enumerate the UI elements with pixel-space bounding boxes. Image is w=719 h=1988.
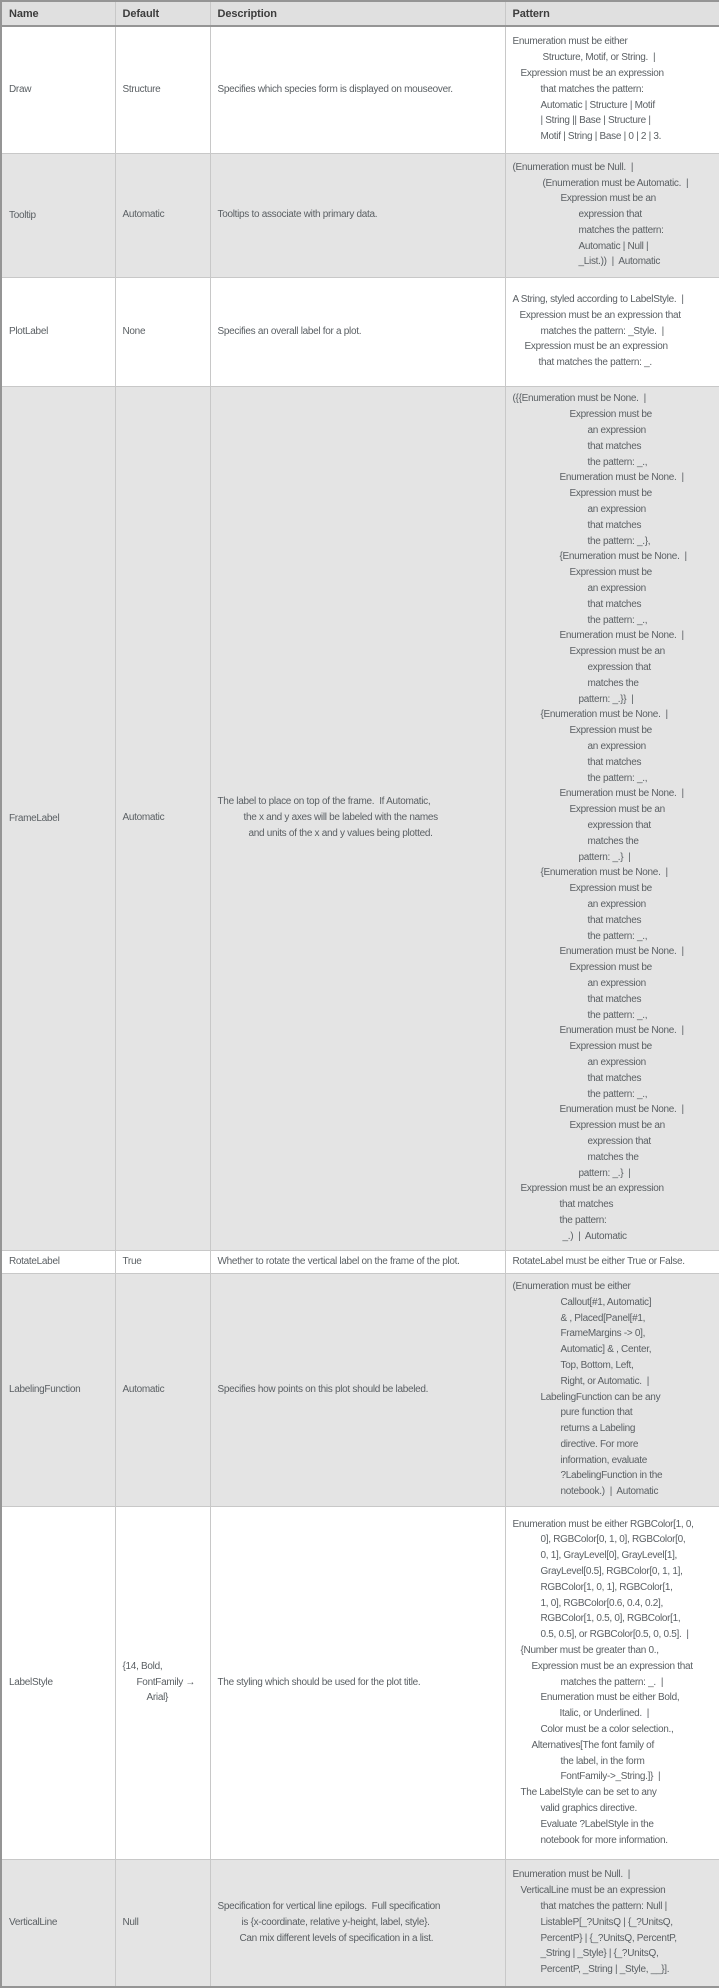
name-cell: FrameLabel [1,386,115,1250]
text-line: the pattern: _., [587,614,648,626]
text-line: The label to place on top of the frame. If Automatic, [217,796,431,808]
text-line: Null [122,1916,139,1928]
text-line: expression that [578,209,642,221]
text-line: the pattern: _., [587,930,648,942]
text-block [513,1279,713,1500]
text-line: the label, in the form [560,1755,645,1767]
text-block [218,1675,498,1691]
text-line: pattern: _.} | [578,1167,631,1179]
text-block [123,207,203,223]
text-line: {Number must be greater than 0., [520,1645,659,1656]
text-line: an expression [587,425,646,437]
text-line: FontFamily->_String.]} | [560,1771,661,1783]
text-line: that matches [559,1199,614,1211]
text-line: an expression [587,977,646,989]
pattern-cell [505,1506,719,1859]
text-line: an expression [587,504,646,516]
text-block [218,324,498,340]
description-cell [210,153,505,277]
text-block [218,1899,498,1946]
text-block [513,292,713,371]
text-line: returns a Labeling [560,1423,636,1435]
text-line: Enumeration must be None. | [559,788,684,800]
text-line: Expression must be [569,567,652,579]
text-line: Enumeration must be either [512,36,628,48]
text-line: notebook for more information. [540,1834,668,1846]
text-line: matches the [587,1151,639,1163]
text-line: Can mix different levels of specification in a list. [239,1932,434,1944]
name-cell: Draw [1,26,115,153]
text-line: ListableP[_?UnitsQ | {_?UnitsQ, [540,1916,673,1928]
text-line: expression that [587,820,651,831]
text-block [218,794,498,841]
text-line: that matches the pattern: Null | [540,1901,667,1913]
text-line: Automatic [122,1383,165,1395]
text-line: Whether to rotate the vertical label on the frame of the plot. [217,1255,460,1267]
text-line: FrameMargins -> 0], [560,1328,646,1340]
text-line: LabelingFunction can be any [540,1391,661,1403]
text-line: Expression must be an expression [524,341,668,353]
text-line: notebook.) | Automatic [560,1486,659,1498]
text-line: 1, 0], RGBColor[0.6, 0.4, 0.2], [540,1597,663,1609]
pattern-cell [505,26,719,153]
text-line: Tooltips to associate with primary data. [217,209,378,221]
text-line: that matches [587,993,642,1005]
text-line: Expression must be [569,409,652,421]
text-line: Callout[#1, Automatic] [560,1296,652,1308]
text-line: Specifies how points on this plot should be labeled. [217,1383,429,1395]
text-line: RGBColor[1, 0.5, 0], RGBColor[1, [540,1613,681,1625]
default-cell [115,1250,210,1273]
text-line: Expression must be an [569,646,665,658]
pattern-cell [505,1859,719,1987]
text-line: an expression [587,741,646,753]
text-line: Expression must be [569,883,652,895]
text-line: _.) | Automatic [562,1230,627,1242]
text-line: 0, 1], GrayLevel[0], GrayLevel[1], [540,1550,678,1562]
text-line: Structure [122,83,161,95]
text-line: matches the [587,835,639,847]
text-line: 0], RGBColor[0, 1, 0], RGBColor[0, [540,1534,686,1546]
name-cell: RotateLabel [1,1250,115,1273]
table-row [1,1250,719,1273]
text-line: Specifies which species form is displayed on mouseover. [217,83,453,95]
column-header-default: Default [115,1,210,26]
text-block [513,1867,713,1978]
text-line: The LabelStyle can be set to any [520,1787,657,1799]
text-line: ?LabelingFunction in the [560,1470,663,1482]
name-cell: VerticalLine [1,1859,115,1987]
text-line: ({{Enumeration must be None. | [512,393,646,405]
default-cell [115,26,210,153]
text-line: Automatic | Null | [578,240,649,252]
text-line: Expression must be [569,488,652,500]
name-cell: Tooltip [1,153,115,277]
pattern-cell [505,153,719,277]
pattern-cell [505,1250,719,1273]
text-line: that matches the pattern: [540,83,644,95]
text-line: (Enumeration must be Null. | [512,161,634,173]
text-line: that matches the pattern: _. [538,357,652,369]
text-line: GrayLevel[0.5], RGBColor[0, 1, 1], [540,1566,683,1578]
text-line: {Enumeration must be None. | [540,867,668,879]
pattern-cell [505,386,719,1250]
text-line: PercentP} | {_?UnitsQ, PercentP, [540,1932,677,1944]
text-line: the pattern: _., [587,772,648,784]
text-line: the pattern: _., [587,456,648,468]
text-line: PercentP, _String | _Style, __}]. [540,1964,670,1976]
text-line: Expression must be an expression [520,1183,664,1195]
column-header-description: Description [210,1,505,26]
text-line: the pattern: _., [587,1009,648,1021]
text-line: A String, styled according to LabelStyle. | [512,294,684,305]
text-line: Specifies an overall label for a plot. [217,325,362,337]
text-line: directive. For more [560,1438,639,1450]
text-line: valid graphics directive. [540,1802,637,1814]
text-line: Motif | String | Base | 0 | 2 | 3. [540,131,662,143]
text-line: None [122,325,146,337]
text-block [218,82,498,98]
text-line: matches the pattern: _. | [560,1676,664,1688]
text-block [513,34,713,145]
text-line: information, evaluate [560,1454,648,1466]
description-cell [210,26,505,153]
text-line: the pattern: [559,1214,607,1226]
text-line: expression that [587,1135,651,1147]
table-row [1,153,719,277]
text-block [218,207,498,223]
text-line: 0.5, 0.5], or RGBColor[0.5, 0, 0.5]. | [540,1629,689,1641]
name-cell: LabelStyle [1,1506,115,1859]
text-line: the x and y axes will be labeled with the names [243,812,438,824]
text-line: FontFamily → [136,1676,196,1688]
text-line: Automatic [122,209,165,221]
text-line: {14, Bold, [122,1660,163,1672]
text-line: the pattern: _.}, [587,535,651,547]
text-line: RGBColor[1, 0, 1], RGBColor[1, [540,1581,673,1593]
text-line: Enumeration must be None. | [559,1025,684,1037]
name-cell: PlotLabel [1,277,115,386]
text-line: matches the [587,677,639,689]
text-line: Expression must be an expression that [531,1660,693,1672]
default-cell [115,277,210,386]
text-line: Right, or Automatic. | [560,1375,650,1387]
text-line: Automatic] & , Center, [560,1344,652,1356]
text-line: The styling which should be used for the plot title. [217,1676,421,1688]
text-line: VerticalLine must be an expression [520,1885,666,1897]
text-block [123,1254,203,1270]
text-line: pattern: _.} | [578,851,631,863]
text-line: Enumeration must be None. | [559,630,684,642]
table-row [1,1859,719,1987]
description-cell [210,1273,505,1506]
text-block [513,1254,713,1270]
text-line: that matches [587,519,642,531]
text-line: Enumeration must be None. | [559,1104,684,1116]
text-block [218,1382,498,1398]
text-line: pure function that [560,1407,633,1419]
text-line: (Enumeration must be Automatic. | [542,177,689,189]
text-line: that matches [587,914,642,926]
text-line: an expression [587,583,646,595]
text-line: Expression must be an expression that [519,309,681,321]
default-cell [115,1273,210,1506]
text-line: Italic, or Underlined. | [559,1708,650,1720]
text-block [123,82,203,98]
text-line: {Enumeration must be None. | [540,709,668,721]
text-line: Alternatives[The font family of [531,1739,654,1751]
description-cell [210,1506,505,1859]
text-block [513,1517,713,1849]
text-line: Expression must be an [560,193,656,205]
text-line: Expression must be [569,962,652,974]
default-cell [115,1859,210,1987]
text-line: Arial} [146,1692,169,1704]
text-block [123,1382,203,1398]
text-line: pattern: _.}} | [578,693,634,705]
text-line: | String || Base | Structure | [540,115,651,127]
text-block [513,391,713,1244]
text-line: that matches [587,440,642,452]
text-block [123,1659,203,1706]
description-cell [210,386,505,1250]
text-line: {Enumeration must be None. | [559,551,687,563]
text-line: Expression must be an expression [520,68,664,80]
table-row [1,1273,719,1506]
text-line: Structure, Motif, or String. | [542,52,656,64]
text-line: Evaluate ?LabelStyle in the [540,1818,654,1830]
text-line: Top, Bottom, Left, [560,1359,634,1371]
text-line: Expression must be an [569,1120,665,1132]
default-cell [115,386,210,1250]
text-line: that matches [587,1072,642,1084]
text-line: Expression must be [569,725,652,737]
text-block [123,810,203,826]
text-line: _String | _Style} | {_?UnitsQ, [540,1948,659,1960]
text-line: Automatic | Structure | Motif [540,99,655,111]
text-line: Color must be a color selection., [540,1723,674,1735]
pattern-cell [505,1273,719,1506]
text-line: RotateLabel must be either True or False. [512,1255,685,1267]
table-row [1,26,719,153]
text-block [123,324,203,340]
text-line: an expression [587,898,646,910]
text-line: (Enumeration must be either [512,1280,631,1292]
table-row [1,386,719,1250]
column-header-pattern: Pattern [505,1,719,26]
name-cell: LabelingFunction [1,1273,115,1506]
text-line: is {x-coordinate, relative y-height, label, style}. [241,1916,430,1928]
text-line: an expression [587,1056,646,1068]
table-row [1,277,719,386]
text-line: Enumeration must be either RGBColor[1, 0, [512,1518,694,1530]
text-line: expression that [587,662,651,674]
description-cell [210,1859,505,1987]
text-line: Enumeration must be None. | [559,472,684,484]
text-line: the pattern: _., [587,1088,648,1100]
text-line: True [122,1255,142,1267]
column-header-name: Name [1,1,115,26]
text-line: matches the pattern: [578,224,664,236]
text-block [123,1915,203,1931]
header-row [1,1,719,26]
default-cell [115,153,210,277]
text-line: that matches [587,598,642,610]
text-line: Expression must be an [569,804,665,816]
text-line: Enumeration must be None. | [559,946,684,958]
text-block [218,1254,498,1270]
text-line: Automatic [122,812,165,824]
description-cell [210,277,505,386]
text-line: Enumeration must be Null. | [512,1869,631,1881]
text-line: & , Placed[Panel[#1, [560,1312,646,1324]
text-line: that matches [587,756,642,768]
text-line: _List.)) | Automatic [578,256,661,268]
text-line: Specification for vertical line epilogs. Full specification [217,1901,441,1913]
table-row [1,1506,719,1859]
text-line: and units of the x and y values being plotted. [248,827,433,839]
description-cell [210,1250,505,1273]
text-block [513,160,713,271]
default-cell [115,1506,210,1859]
text-line: Enumeration must be either Bold, [540,1692,680,1704]
text-line: Expression must be [569,1041,652,1053]
text-line: matches the pattern: _Style. | [540,325,664,337]
pattern-cell [505,277,719,386]
